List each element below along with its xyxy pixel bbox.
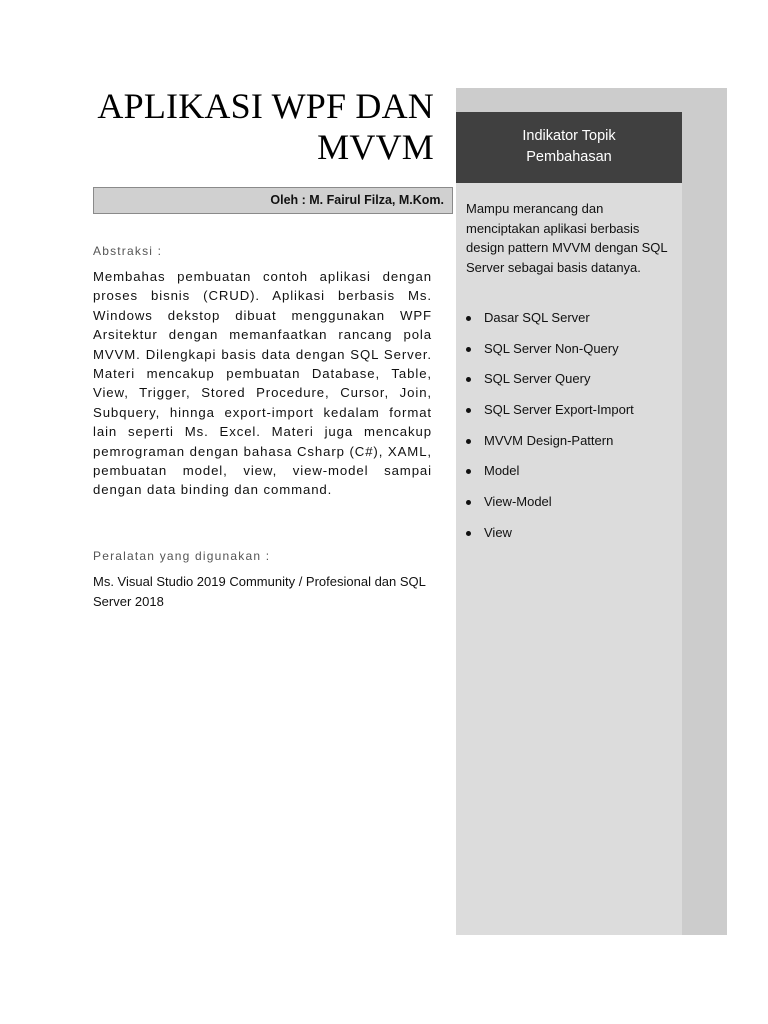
topic-item: [462, 370, 678, 401]
topic-item: [462, 462, 678, 493]
topic-label: SQL Server Non-Query: [484, 340, 619, 356]
topic-label: SQL Server Query: [484, 371, 591, 387]
bullet-icon: [466, 469, 471, 474]
title-line-2: MVVM: [317, 127, 434, 167]
bullet-icon: [466, 408, 471, 413]
topic-label: SQL Server Export-Import: [484, 402, 634, 418]
bullet-icon: [466, 531, 471, 536]
author-name: Oleh : M. Fairul Filza, M.Kom.: [270, 193, 444, 207]
topic-item: [462, 340, 678, 371]
author-bar: [93, 187, 453, 214]
abstract-label: Abstraksi :: [93, 244, 163, 258]
bullet-icon: [466, 347, 471, 352]
document-title: [92, 86, 434, 168]
sidebar-header-line-1: Indikator Topik: [522, 128, 616, 144]
topic-label: Dasar SQL Server: [484, 310, 590, 325]
bullet-icon: [466, 316, 471, 321]
topic-list: [462, 309, 678, 555]
topic-item: [462, 524, 678, 555]
sidebar-header: [456, 112, 682, 183]
topic-item: [462, 493, 678, 524]
sidebar-header-line-2: Pembahasan: [526, 149, 612, 165]
topic-label: View-Model: [484, 494, 552, 510]
tools-label: Peralatan yang digunakan :: [93, 549, 271, 563]
tools-text: Ms. Visual Studio 2019 Community / Profesional dan SQL Server 2018: [93, 574, 426, 609]
topic-item: [462, 309, 678, 340]
indicator-description: Mampu merancang dan menciptakan aplikasi berbasis design pattern MVVM dengan SQL Server sebagai basis datanya.: [466, 201, 668, 275]
topic-item: [462, 401, 678, 432]
bullet-icon: [466, 377, 471, 382]
topic-item: [462, 432, 678, 463]
abstract-text: Membahas pembuatan contoh aplikasi dengan proses bisnis (CRUD). Aplikasi berbasis Ms. Windows dekstop dibuat menggunakan WPF Arsitektur dengan memanfaatkan rancang pola MVVM. Dilengkapi basis data dengan SQL Server. Materi mencakup pembuatan Database, Table, View, Trigger, Stored Procedure, Cursor, Join, Subquery, hinnga export-import kedalam format lain seperti Ms. Excel. Materi juga mencakup pemrograman dengan bahasa Csharp (C#), XAML, pembuatan model, view, view-model sampai dengan data binding dan command.: [93, 269, 432, 498]
title-line-1: APLIKASI WPF DAN: [97, 86, 434, 126]
topic-label: MVVM Design-Pattern: [484, 432, 614, 448]
topic-label: View: [484, 524, 512, 540]
bullet-icon: [466, 439, 471, 444]
topic-label: Model: [484, 463, 520, 479]
sidebar-content-area: [456, 183, 682, 935]
bullet-icon: [466, 500, 471, 505]
